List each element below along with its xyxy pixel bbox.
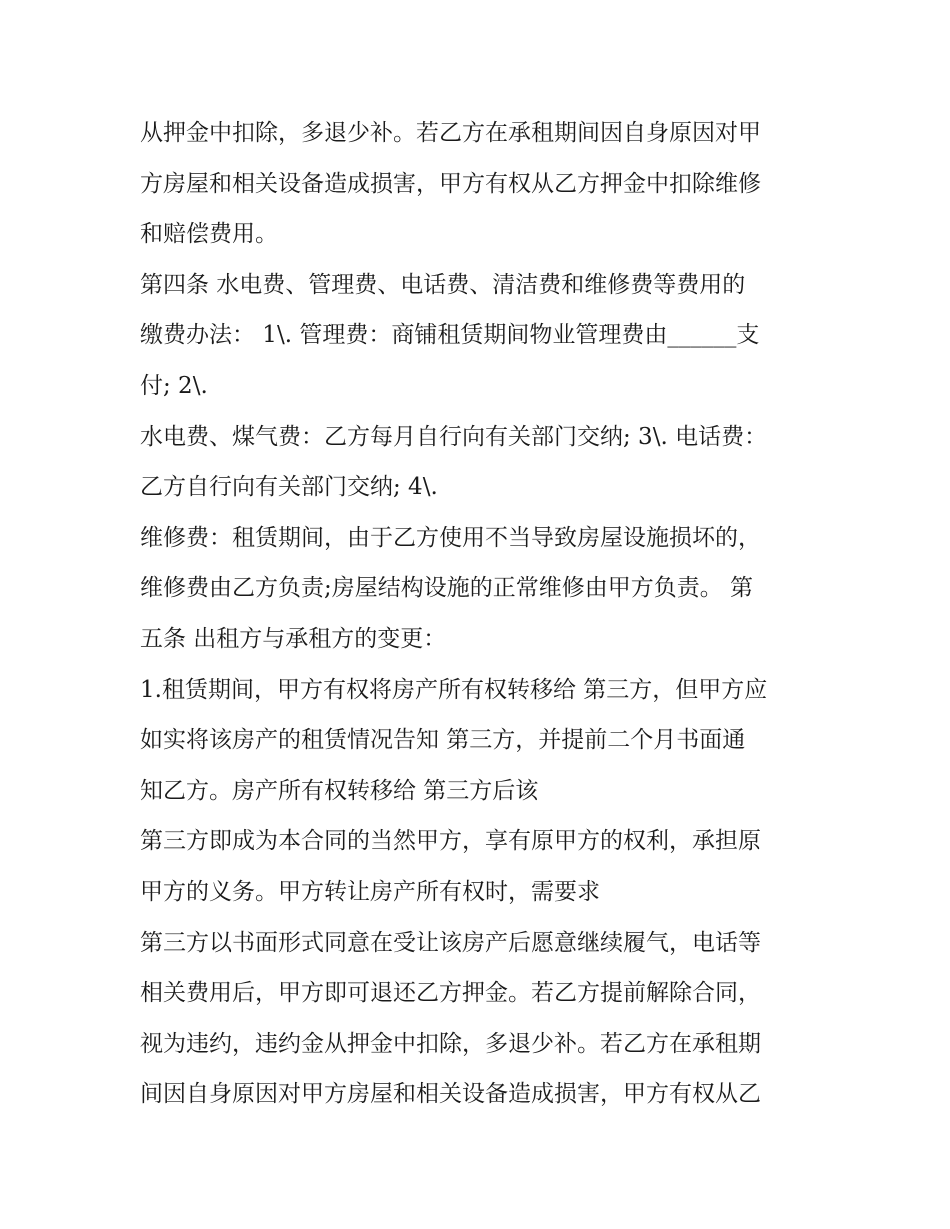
text-line: 方房屋和相关设备造成损害，甲方有权从乙方押金中扣除维修 (140, 170, 761, 197)
article-5-heading-line: 五条 出租方与承租方的变更： (140, 625, 447, 652)
text-line: 和赔偿费用。 (140, 221, 278, 248)
text-line: 乙方自行向有关部门交纳; 4\. (140, 474, 438, 501)
text-line: 甲方的义务。甲方转让房产所有权时，需要求 (140, 878, 600, 905)
contract-text (140, 108, 820, 1120)
article-4-heading-line: 第四条 水电费、管理费、电话费、清洁费和维修费等费用的 (140, 271, 746, 298)
text-line: 第三方以书面形式同意在受让该房产后愿意继续履气，电话等 (140, 929, 761, 956)
text-line: 维修费：租赁期间，由于乙方使用不当导致房屋设施损坏的， (140, 524, 761, 551)
text-line: 相关费用后，甲方即可退还乙方押金。若乙方提前解除合同， (140, 980, 761, 1007)
text-line: 水电费、煤气费：乙方每月自行向有关部门交纳; 3\. 电话费： (140, 423, 768, 450)
text-line: 知乙方。房产所有权转移给 第三方后该 (140, 777, 539, 804)
text-line: 间因自身原因对甲方房屋和相关设备造成损害，甲方有权从乙 (140, 1081, 761, 1108)
text-line: 如实将该房产的租赁情况告知 第三方，并提前二个月书面通 (140, 727, 746, 754)
text-line: 维修费由乙方负责;房屋结构设施的正常维修由甲方负责。 第 (140, 575, 754, 602)
text-line: 付; 2\. (140, 372, 208, 399)
text-line: 视为违约，违约金从押金中扣除，多退少补。若乙方在承租期 (140, 1030, 761, 1057)
text-line: 从押金中扣除，多退少补。若乙方在承租期间因自身原因对甲 (140, 120, 761, 146)
text-line: 缴费办法： 1\. 管理费：商铺租赁期间物业管理费由______支 (140, 322, 760, 349)
text-line: 第三方即成为本合同的当然甲方，享有原甲方的权利，承担原 (140, 828, 761, 855)
text-line: 1.租赁期间，甲方有权将房产所有权转移给 第三方，但甲方应 (140, 676, 768, 703)
